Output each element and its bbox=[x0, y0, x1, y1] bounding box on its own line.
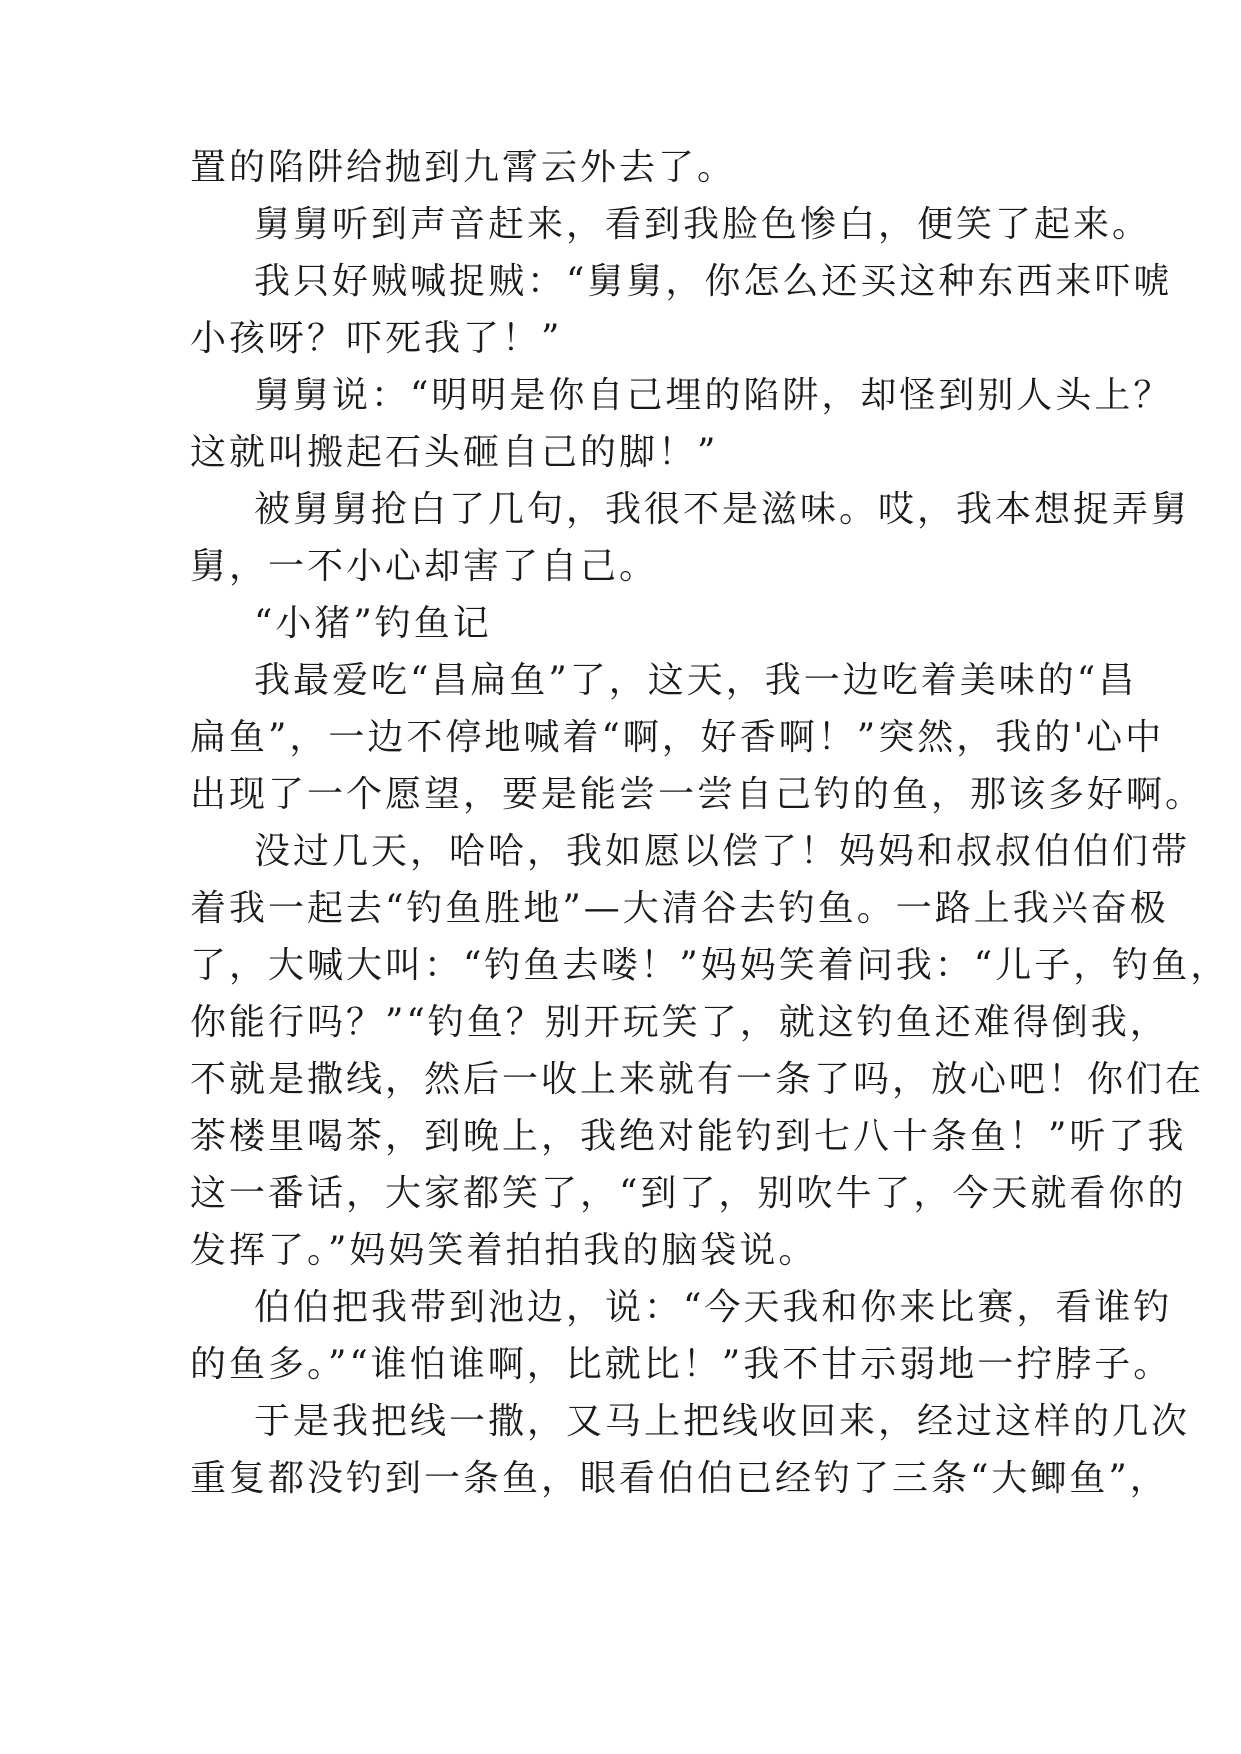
text-line: 了，大喊大叫：“钓鱼去喽！”妈妈笑着问我：“儿子，钓鱼， bbox=[190, 945, 1230, 986]
text-line: 茶楼里喝茶，到晚上，我绝对能钓到七八十条鱼！”听了我 bbox=[190, 1116, 1187, 1157]
text-line: 发挥了。”妈妈笑着拍拍我的脑袋说。 bbox=[190, 1230, 818, 1271]
text-line: 舅，一不小心却害了自己。 bbox=[190, 546, 659, 587]
text-line: 这一番话，大家都笑了，“到了，别吹牛了，今天就看你的 bbox=[190, 1173, 1187, 1214]
text-line: 这就叫搬起石头砸自己的脚！” bbox=[190, 432, 719, 473]
text-line: 我只好贼喊捉贼：“舅舅，你怎么还买这种东西来吓唬 bbox=[254, 261, 1173, 302]
text-line: 置的陷阱给抛到九霄云外去了。 bbox=[190, 147, 737, 188]
text-line: 我最爱吃“昌扁鱼”了，这天，我一边吃着美味的“昌 bbox=[254, 660, 1138, 701]
text-line: 被舅舅抢白了几句，我很不是滋味。哎，我本想捉弄舅 bbox=[254, 489, 1191, 530]
text-line: 小孩呀？吓死我了！” bbox=[190, 318, 563, 359]
section-title: “小猪”钓鱼记 bbox=[254, 603, 492, 644]
text-line: 着我一起去“钓鱼胜地”—大清谷去钓鱼。一路上我兴奋极 bbox=[190, 888, 1169, 929]
text-line: 没过几天，哈哈，我如愿以偿了！妈妈和叔叔伯伯们带 bbox=[254, 831, 1191, 872]
text-line: 重复都没钓到一条鱼，眼看伯伯已经钓了三条“大鲫鱼”， bbox=[190, 1458, 1169, 1499]
text-line: 不就是撒线，然后一收上来就有一条了吗，放心吧！你们在 bbox=[190, 1059, 1205, 1100]
text-line: 你能行吗？”“钓鱼？别开玩笑了，就这钓鱼还难得倒我， bbox=[190, 1002, 1169, 1043]
text-line: 伯伯把我带到池边，说：“今天我和你来比赛，看谁钓 bbox=[254, 1287, 1173, 1328]
text-line: 舅舅说：“明明是你自己埋的陷阱，却怪到别人头上？ bbox=[254, 375, 1173, 416]
text-line: 舅舅听到声音赶来，看到我脸色惨白，便笑了起来。 bbox=[254, 204, 1152, 245]
text-line: 出现了一个愿望，要是能尝一尝自己钓的鱼，那该多好啊。 bbox=[190, 774, 1205, 815]
text-line: 的鱼多。”“谁怕谁啊，比就比！”我不甘示弱地一拧脖子。 bbox=[190, 1344, 1173, 1385]
text-line: 于是我把线一撒，又马上把线收回来，经过这样的几次 bbox=[254, 1401, 1191, 1442]
text-line: 扁鱼”，一边不停地喊着“啊，好香啊！”突然，我的'心中 bbox=[190, 717, 1165, 758]
